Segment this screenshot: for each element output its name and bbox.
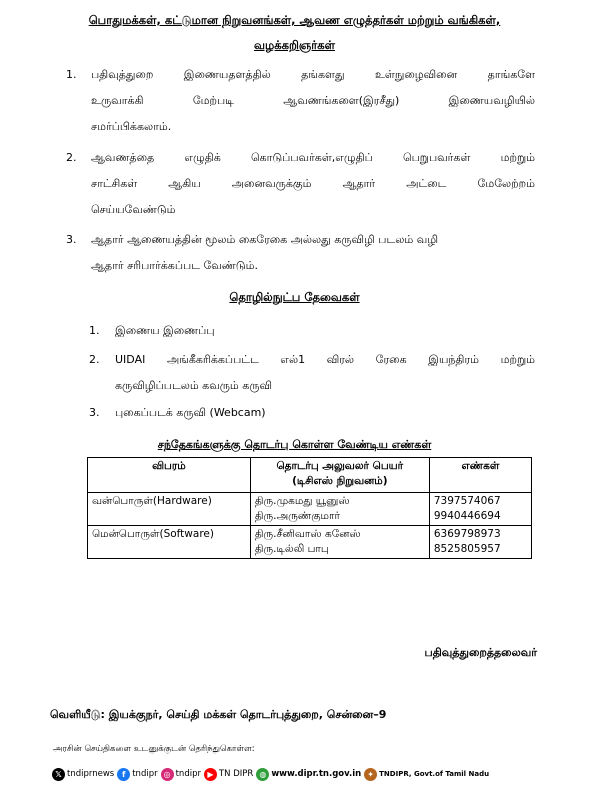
tech-line: கருவிழிப்படலம் கவரும் கருவி [115, 379, 273, 392]
table-header-row [88, 458, 532, 493]
step-line: ஆவணத்தை எழுதிக் கொடுப்பவர்கள்,எழுதிப் பெறுபவர்கள் மற்றும் [91, 151, 535, 164]
contacts-title: சந்தேகங்களுக்கு தொடர்பு கொள்ள வேண்டிய எண்கள் [157, 438, 432, 451]
step-line: ஆதார் ஆணையத்தின் மூலம் கைரேகை அல்லது கருவிழி படலம் வழி [91, 233, 439, 246]
col-header-phone: எண்கள் [429, 458, 531, 493]
tech-line: புகைப்படக் கருவி (Webcam) [115, 406, 266, 419]
step-line: பதிவுத்துறை இணையதளத்தில் தங்களது உள்நுழைவினை தாங்களே [91, 68, 535, 81]
step-line: உருவாக்கி மேற்படி ஆவணங்களை(இரசீது) இணையவழியில் [91, 94, 535, 107]
release-line: வெளியீடு: இயக்குநர், செய்தி மக்கள் தொடர்புத்துறை, சென்னை–9 [50, 708, 387, 721]
tech-number: 2. [89, 353, 100, 366]
globe-icon: ◍ [256, 768, 269, 781]
contacts-table [87, 457, 532, 559]
emblem-icon: ✦ [364, 768, 377, 781]
step-number: 2. [66, 151, 77, 164]
row-names: திரு.சீனிவாஸ் கனேஸ் திரு.டில்லி பாபு [250, 526, 429, 559]
header-line-2: வழக்கறிஞர்கள் [254, 38, 335, 52]
social-govt[interactable]: ✦ TNDIPR, Govt.of Tamil Nadu [364, 768, 489, 781]
header-line-1: பொதுமக்கள், கட்டுமான நிறுவனங்கள், ஆவண எழுத்தர்கள் மற்றும் வங்கிகள், [88, 13, 501, 27]
instagram-icon: ◎ [161, 768, 174, 781]
step-line: ஆதார் சரிபார்க்கப்பட வேண்டும். [91, 259, 258, 272]
step-line: சாட்சிகள் ஆகிய அனைவருக்கும் ஆதார் அட்டை மேலேற்றம் [91, 177, 535, 190]
youtube-icon: ▶ [204, 768, 217, 781]
col-header-officer: தொடர்பு அலுவலர் பெயர் (டிசிஎஸ் நிறுவனம்) [250, 458, 429, 493]
table-row [88, 493, 532, 526]
facebook-icon: f [117, 768, 130, 781]
row-phones: 6369798973 8525805957 [429, 526, 531, 559]
tech-number: 3. [89, 406, 100, 419]
row-phones: 7397574067 9940446694 [429, 493, 531, 526]
social-facebook[interactable]: f tndipr [117, 768, 157, 781]
tech-title: தொழில்நுட்ப தேவைகள் [229, 290, 360, 304]
table-row [88, 526, 532, 559]
row-names: திரு.முகமது யூனுஸ் திரு.அருண்குமார் [250, 493, 429, 526]
step-number: 3. [66, 233, 77, 246]
social-instagram[interactable]: ◎ tndipr [161, 768, 201, 781]
social-youtube[interactable]: ▶ TN DIPR [204, 768, 253, 781]
tech-line: இணைய இணைப்பு [115, 324, 215, 337]
row-category: வன்பொருள்(Hardware) [88, 493, 251, 526]
social-x[interactable]: 𝕏 tndiprnews [52, 768, 114, 781]
step-number: 1. [66, 68, 77, 81]
social-website[interactable]: ◍ www.dipr.tn.gov.in [256, 768, 361, 781]
social-links [52, 764, 492, 784]
row-category: மென்பொருள்(Software) [88, 526, 251, 559]
step-line: சமர்ப்பிக்கலாம். [91, 120, 172, 133]
follow-text: அரசின் செய்திகளை உடனுக்குடன் தெரிந்துகொள்ள: [53, 744, 255, 754]
signature: பதிவுத்துறைத்தலைவர் [424, 646, 537, 659]
col-header-category: விபரம் [88, 458, 251, 493]
tech-line: UIDAI அங்கீகரிக்கப்பட்ட எல்1 விரல் ரேகை இயந்திரம் மற்றும் [115, 353, 535, 366]
tech-number: 1. [89, 324, 100, 337]
step-line: செய்யவேண்டும் [91, 203, 176, 216]
x-icon: 𝕏 [52, 768, 65, 781]
